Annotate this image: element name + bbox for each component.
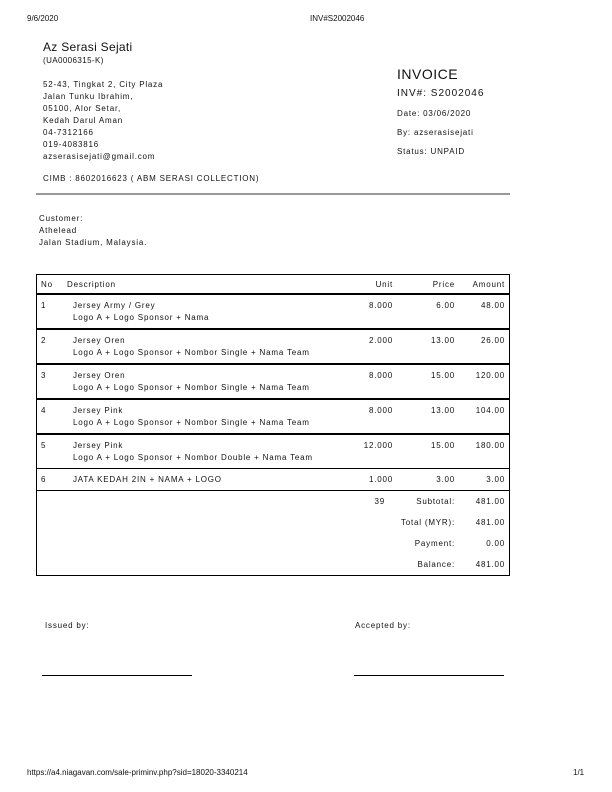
- table-row: [37, 469, 510, 491]
- row-desc-line2: Logo A + Logo Sponsor + Nombor Single + Nama Team: [73, 383, 310, 392]
- row-amount: 180.00: [459, 434, 510, 469]
- header-divider: [36, 193, 510, 195]
- company-email: azserasisejati@gmail.com: [43, 152, 156, 161]
- summary-label: Balance:: [417, 560, 455, 569]
- summary-row: [37, 533, 510, 554]
- row-desc: [63, 329, 321, 364]
- accepted-signature-line: [354, 675, 504, 676]
- company-phone: 04-7312166: [43, 128, 94, 137]
- row-amount: 48.00: [459, 294, 510, 329]
- col-price-header: Price: [397, 275, 459, 295]
- row-no: 1: [37, 294, 64, 329]
- summary-row: [37, 554, 510, 576]
- summary-value: 481.00: [475, 518, 505, 527]
- invoice-status: Status: UNPAID: [397, 147, 465, 156]
- row-unit: 2.000: [321, 329, 397, 364]
- total-units: 39: [374, 497, 385, 506]
- issued-by-label: Issued by:: [45, 621, 90, 630]
- row-no: 3: [37, 364, 64, 399]
- row-desc: [63, 434, 321, 469]
- row-desc-line1: Jersey Oren: [73, 371, 126, 380]
- accepted-by-label: Accepted by:: [355, 621, 411, 630]
- row-price: 6.00: [397, 294, 459, 329]
- address-line: Jalan Tunku Ibrahim,: [43, 92, 134, 101]
- row-desc: [63, 399, 321, 434]
- row-desc: [63, 469, 321, 491]
- print-page-number: 1/1: [573, 768, 585, 777]
- table-row: [37, 294, 510, 329]
- company-reg: (UA0006315-K): [43, 56, 104, 65]
- table-row: [37, 329, 510, 364]
- row-desc-line1: Jersey Pink: [73, 441, 124, 450]
- row-amount: 104.00: [459, 399, 510, 434]
- row-price: 13.00: [397, 329, 459, 364]
- col-no-header: No: [37, 275, 64, 295]
- customer-address: Jalan Stadium, Malaysia.: [39, 238, 148, 247]
- col-unit-header: Unit: [321, 275, 397, 295]
- row-unit: 1.000: [321, 469, 397, 491]
- invoice-number: INV#: S2002046: [397, 88, 485, 99]
- customer-label: Customer:: [39, 214, 84, 223]
- invoice-date: Date: 03/06/2020: [397, 109, 472, 118]
- row-desc-line1: Jersey Army / Grey: [73, 301, 156, 310]
- address-line: Kedah Darul Aman: [43, 116, 123, 125]
- row-desc-line2: Logo A + Logo Sponsor + Nama: [73, 313, 210, 322]
- company-name: Az Serasi Sejati: [43, 40, 133, 54]
- col-amount-header: Amount: [459, 275, 510, 295]
- bank-info: CIMB : 8602016623 ( ABM SERASI COLLECTION): [43, 174, 260, 183]
- row-desc: [63, 364, 321, 399]
- table-row: [37, 399, 510, 434]
- row-amount: 26.00: [459, 329, 510, 364]
- row-price: 15.00: [397, 434, 459, 469]
- customer-name: Athelead: [39, 226, 77, 235]
- items-table: [36, 274, 510, 576]
- invoice-title: INVOICE: [397, 66, 459, 82]
- row-price: 13.00: [397, 399, 459, 434]
- row-no: 6: [37, 469, 64, 491]
- summary-value: 481.00: [475, 497, 505, 506]
- row-desc-line2: Logo A + Logo Sponsor + Nombor Single + Nama Team: [73, 348, 310, 357]
- address-line: 05100, Alor Setar,: [43, 104, 122, 113]
- row-no: 2: [37, 329, 64, 364]
- row-price: 3.00: [397, 469, 459, 491]
- table-header-row: [37, 275, 510, 295]
- issued-signature-line: [42, 675, 192, 676]
- row-desc: [63, 294, 321, 329]
- row-price: 15.00: [397, 364, 459, 399]
- address-line: 52-43, Tingkat 2, City Plaza: [43, 80, 164, 89]
- row-no: 4: [37, 399, 64, 434]
- summary-row: [37, 512, 510, 533]
- row-desc-line1: Jersey Pink: [73, 406, 124, 415]
- table-row: [37, 434, 510, 469]
- row-desc-line1: Jersey Oren: [73, 336, 126, 345]
- summary-value: 481.00: [475, 560, 505, 569]
- row-desc-line2: Logo A + Logo Sponsor + Nombor Single + Nama Team: [73, 418, 310, 427]
- summary-label: Payment:: [414, 539, 455, 548]
- summary-label: Subtotal:: [416, 497, 455, 506]
- row-unit: 12.000: [321, 434, 397, 469]
- summary-row: [37, 491, 510, 513]
- summary-value: 0.00: [486, 539, 505, 548]
- print-url: https://a4.niagavan.com/sale-priminv.php?sid=18020-3340214: [27, 768, 248, 777]
- row-no: 5: [37, 434, 64, 469]
- invoice-by: By: azserasisejati: [397, 128, 474, 137]
- row-unit: 8.000: [321, 399, 397, 434]
- row-amount: 3.00: [459, 469, 510, 491]
- col-desc-header: Description: [63, 275, 321, 295]
- row-unit: 8.000: [321, 294, 397, 329]
- row-desc-line1: JATA KEDAH 2IN + NAMA + LOGO: [73, 475, 222, 484]
- print-title: INV#S2002046: [310, 14, 365, 23]
- print-date: 9/6/2020: [27, 14, 59, 23]
- row-desc-line2: Logo A + Logo Sponsor + Nombor Double + Nama Team: [73, 453, 313, 462]
- table-row: [37, 364, 510, 399]
- company-phone: 019-4083816: [43, 140, 99, 149]
- row-unit: 8.000: [321, 364, 397, 399]
- row-amount: 120.00: [459, 364, 510, 399]
- summary-label: Total (MYR):: [400, 518, 455, 527]
